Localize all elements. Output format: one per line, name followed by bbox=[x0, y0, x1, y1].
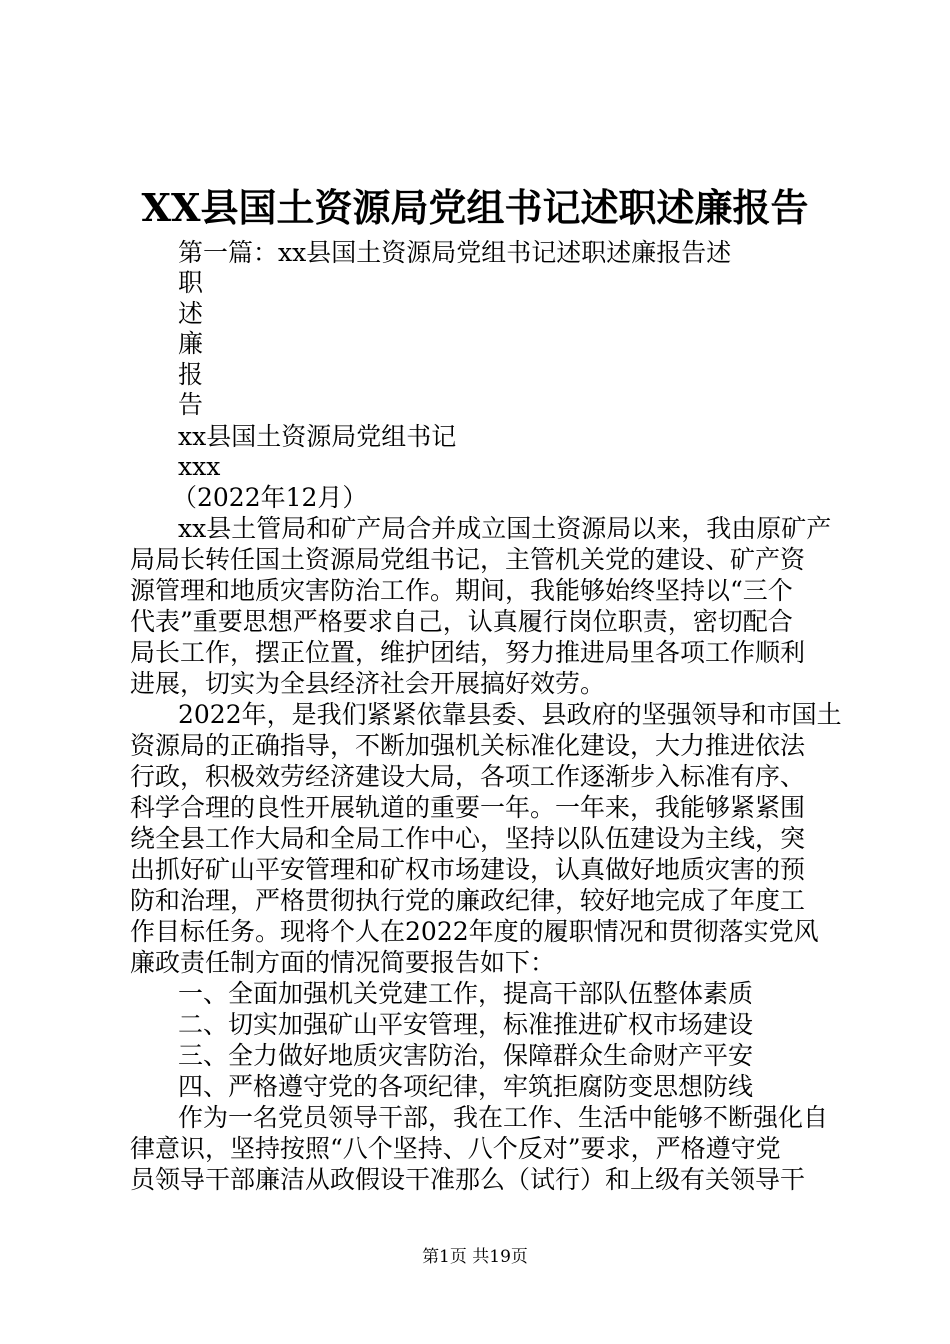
body-line: 作为一名党员领导干部，我在工作、生活中能够不断强化自 bbox=[178, 1103, 829, 1132]
author-line: xxx bbox=[178, 452, 221, 481]
vertical-char: 廉 bbox=[178, 329, 204, 358]
body-line: 进展，切实为全县经济社会开展搞好效劳。 bbox=[130, 669, 606, 698]
section-heading: 三、全力做好地质灾害防治，保障群众生命财产平安 bbox=[178, 1041, 754, 1070]
body-line: 律意识，坚持按照“八个坚持、八个反对”要求，严格遵守党 bbox=[130, 1134, 781, 1163]
section-heading: 四、严格遵守党的各项纪律，牢筑拒腐防变思想防线 bbox=[178, 1072, 754, 1101]
body-line: 局局长转任国土资源局党组书记，主管机关党的建设、矿产资 bbox=[130, 545, 806, 574]
body-line: 源管理和地质灾害防治工作。期间，我能够始终坚持以“三个 bbox=[130, 576, 793, 605]
org-line: xx县国土资源局党组书记 bbox=[178, 422, 457, 451]
vertical-char: 报 bbox=[178, 360, 204, 389]
vertical-char: 告 bbox=[178, 390, 204, 419]
vertical-char: 职 bbox=[178, 268, 204, 297]
body-line: 代表”重要思想严格要求自己，认真履行岗位职责，密切配合 bbox=[130, 607, 793, 636]
subtitle-line: 第一篇：xx县国土资源局党组书记述职述廉报告述 bbox=[178, 238, 732, 267]
section-heading: 二、切实加强矿山平安管理，标准推进矿权市场建设 bbox=[178, 1010, 754, 1039]
section-heading: 一、全面加强机关党建工作，提高干部队伍整体素质 bbox=[178, 979, 754, 1008]
body-line: 员领导干部廉洁从政假设干准那么（试行）和上级有关领导干 bbox=[130, 1165, 806, 1194]
body-line: 2022年，是我们紧紧依靠县委、县政府的坚强领导和市国土 bbox=[178, 700, 842, 729]
body-line: 局长工作，摆正位置，维护团结，努力推进局里各项工作顺利 bbox=[130, 638, 806, 667]
body-line: 行政，积极效劳经济建设大局，各项工作逐渐步入标准有序、 bbox=[130, 762, 806, 791]
body-line: xx县土管局和矿产局合并成立国土资源局以来，我由原矿产 bbox=[178, 514, 832, 543]
body-line: 资源局的正确指导，不断加强机关标准化建设，大力推进依法 bbox=[130, 731, 806, 760]
body-line: 廉政责任制方面的情况简要报告如下： bbox=[130, 948, 556, 977]
body-line: 作目标任务。现将个人在2022年度的履职情况和贯彻落实党风 bbox=[130, 917, 819, 946]
date-line: （2022年12月） bbox=[172, 483, 368, 512]
document-title: XX县国土资源局党组书记述职述廉报告 bbox=[141, 185, 809, 230]
vertical-char: 述 bbox=[178, 299, 204, 328]
body-line: 绕全县工作大局和全局工作中心，坚持以队伍建设为主线，突 bbox=[130, 824, 806, 853]
body-line: 科学合理的良性开展轨道的重要一年。一年来，我能够紧紧围 bbox=[130, 793, 806, 822]
body-line: 防和治理，严格贯彻执行党的廉政纪律，较好地完成了年度工 bbox=[130, 886, 806, 915]
body-line: 出抓好矿山平安管理和矿权市场建设，认真做好地质灾害的预 bbox=[130, 855, 806, 884]
page-footer: 第1页 共19页 bbox=[422, 1247, 528, 1267]
